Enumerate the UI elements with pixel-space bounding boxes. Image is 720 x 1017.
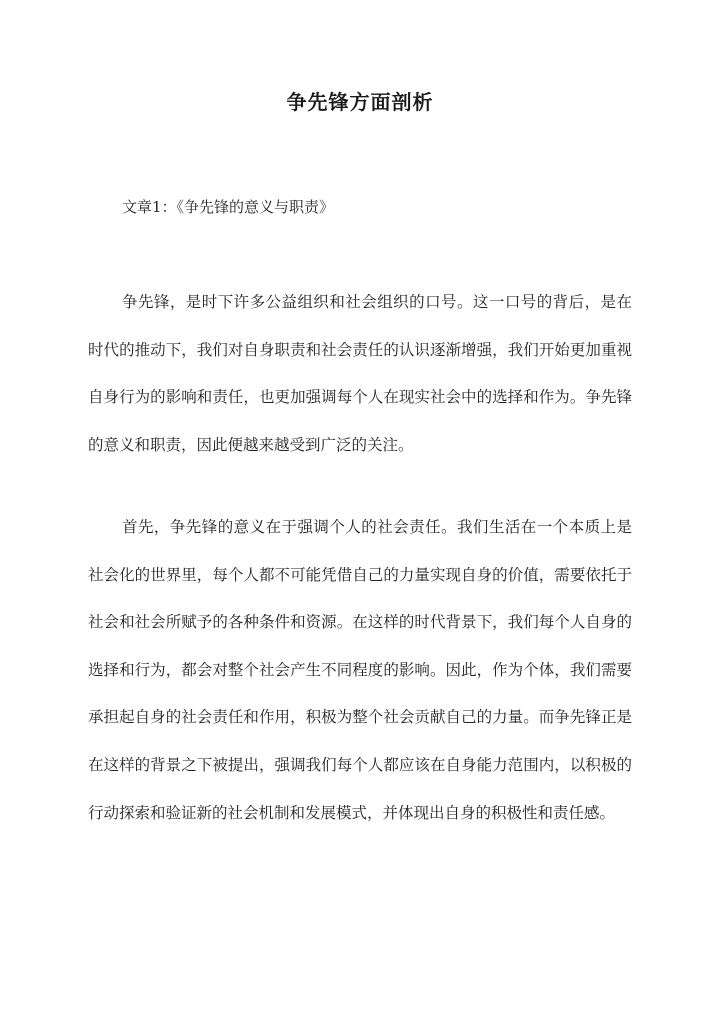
- page-title: 争先锋方面剖析: [286, 90, 434, 114]
- article-heading: 文章1：《争先锋的意义与职责》: [122, 198, 335, 216]
- paragraph-1: 争先锋，是时下许多公益组织和社会组织的口号。这一口号的背后，是在时代的推动下，我们对自身职责和社会责任的认识逐渐增强，我们开始更加重视自身行为的影响和责任，也更加强调每个人在现实社会中的选择和作为。争先锋的意义和职责，因此便越来越受到广泛的关注。: [88, 293, 632, 454]
- paragraph-2: 首先，争先锋的意义在于强调个人的社会责任。我们生活在一个本质上是社会化的世界里，每个人都不可能凭借自己的力量实现自身的价值，需要依托于社会和社会所赋予的各种条件和资源。在这样的时代背景下，我们每个人自身的选择和行为，都会对整个社会产生不同程度的影响。因此，作为个体，我们需要承担起自身的社会责任和作用，积极为整个社会贡献自己的力量。而争先锋正是在这样的背景之下被提出，强调我们每个人都应该在自身能力范围内，以积极的行动探索和验证新的社会机制和发展模式，并体现出自身的积极性和责任感。: [88, 518, 632, 822]
